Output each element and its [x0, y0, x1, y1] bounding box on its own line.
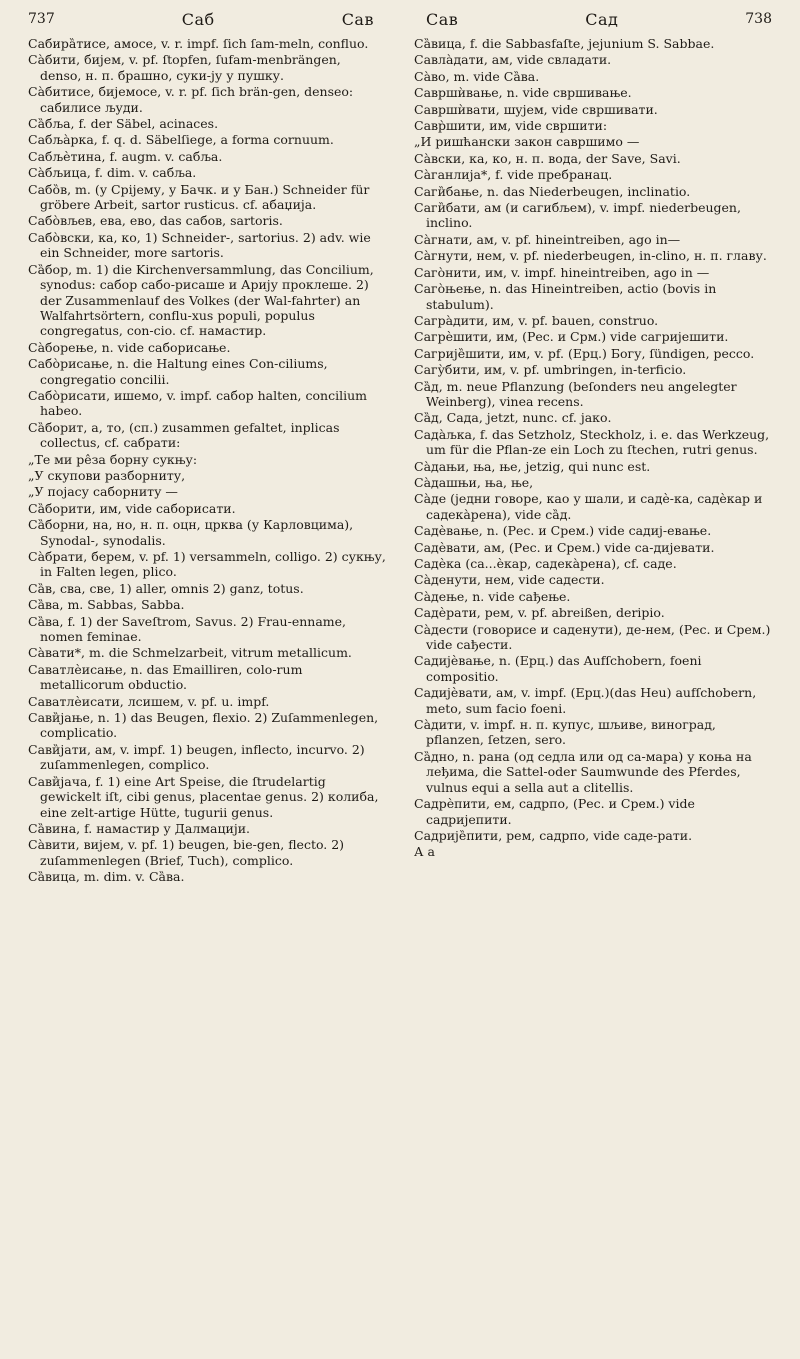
dictionary-entry: Сабо̀рисати, ишемо, v. impf. сабор halten, concilium habeo. — [28, 387, 367, 419]
dictionary-entry: Савр̀шити, им, vide свршити: — [414, 118, 608, 134]
dictionary-entry: Са̀борење, n. vide саборисање. — [28, 339, 231, 355]
dictionary-entry: Сабља̀рка, f. q. d. Säbelſiege, a forma cornuum. — [28, 132, 334, 148]
dictionary-entry: Саги̏бање, n. das Niederbeugen, inclinatio. — [414, 183, 691, 199]
dictionary-entry: Садијѐвање, n. (Ерц.) das Aufſchobern, foeni compositio. — [414, 653, 702, 684]
dictionary-entry: Са̏в, сва, све, 1) aller, omnis 2) ganz, totus. — [28, 580, 304, 596]
dictionary-entry: Сагрѐшити, им, (Рес. и Срм.) vide сагријешити. — [414, 329, 729, 345]
right-column — [400, 36, 772, 1351]
dictionary-entry: Са̀денути, нем, vide садести. — [414, 572, 605, 588]
dictionary-entry: Са̀брати, берем, v. pf. 1) versammeln, colligo. 2) сукњу, in Falten legen, plico. — [28, 549, 386, 580]
left-page-number: 737 — [28, 11, 55, 27]
dictionary-entry: Са̏бор, m. 1) die Kirchenversammlung, das Concilium, synodus: сабор сабо-рисаше и Арију проклеше. 2) der Zusammenlauf des Volkes (der Wal-fahrter) an Walfahrtsörtern, conflu-xus populi, populus congregatus, con-cio. cf. намастир. — [28, 261, 374, 339]
dictionary-entry: Сави̏јача, f. 1) eine Art Speise, die ſtrudelartig gewickelt iſt, cibi genus, placentae genus. 2) колиба, eine zelt-artige Hütte, tugurii genus. — [28, 773, 379, 820]
right-page-number: 738 — [745, 11, 772, 27]
dictionary-entry: Са̏вица, m. dim. v. Са̏ва. — [28, 869, 185, 885]
dictionary-entry: Са̏борит, а, то, (сп.) zusammen gefaltet, inplicas collectus, cf. сабрати: — [28, 419, 340, 451]
dictionary-entry: Са̀во, m. vide Са̏ва. — [414, 68, 540, 84]
dictionary-entry: Сагра̀дити, им, v. pf. bauen, construo. — [414, 312, 659, 328]
dictionary-entry: Сабира̏тисе, амосе, v. r. impf. ſich ſam-meln, confluo. — [28, 36, 369, 51]
right-guide-word-last: Сад — [585, 9, 619, 29]
dictionary-entry: „У појасу саборниту — — [28, 484, 178, 500]
left-column — [28, 36, 400, 1351]
dictionary-entry: Са̀вски, ка, ко, н. п. вода, der Save, Savi. — [414, 150, 681, 166]
dictionary-entry: Са̏вина, f. намастир у Далмацији. — [28, 820, 251, 836]
dictionary-entry: Са̏д, m. neue Pflanzung (beſonders neu angelegter Weinberg), vinea recens. — [414, 378, 737, 409]
dictionary-entry: Са̀гнути, нем, v. pf. niederbeugen, in-clino, н. п. главу. — [414, 248, 767, 264]
dictionary-entry: Саго̀њење, n. das Hineintreiben, actio (bovis in stabulum). — [414, 281, 717, 312]
dictionary-entry: Савршѝвати, шујем, vide свршивати. — [414, 101, 658, 117]
dictionary-entry: Сабо̀вљев, ева, ево, das сабов, sartoris. — [28, 213, 283, 229]
dictionary-entry: „Те ми ре̂за борну сукњу: — [28, 451, 198, 467]
dictionary-entry: Са̀дањи, ња, ње, jetzig, qui nunc est. — [414, 458, 651, 474]
dictionary-entry: Садѐка (са...ѐкар, садека̀рена), cf. саде. — [414, 556, 677, 571]
dictionary-entry: Саватлѐисати, лсишем, v. pf. u. impf. — [28, 693, 270, 709]
dictionary-entry: Са̏д, Сада, jetzt, nunc. cf. јако. — [414, 410, 612, 426]
dictionary-entry: Са̏борити, им, vide саборисати. — [28, 500, 236, 516]
dictionary-entry: Са̀гнати, ам, v. pf. hineintreiben, ago in— — [414, 231, 681, 247]
dictionary-entry: Сагрије̏шити, им, v. pf. (Ерц.) Богу, ſündigen, pecco. — [414, 345, 755, 361]
dictionary-entry: „И ришћански закон савршимо — — [414, 134, 640, 150]
dictionary-entry: Садѐвати, ам, (Рес. и Срем.) vide са-дијевати. — [414, 539, 715, 555]
dictionary-entry: Са̏бља, f. der Säbel, acinaces. — [28, 116, 219, 132]
dictionary-entry: Садрѐпити, ем, садрпо, (Рес. и Срем.) vide садријепити. — [414, 796, 695, 827]
dictionary-entry: Са̀дести (говорисе и саденути), де-нем, (Рес. и Срем.) vide сађести. — [414, 621, 771, 653]
dictionary-entry: Сабо̀рисање, n. die Haltung eines Con-ciliums, congregatio concilii. — [28, 356, 328, 387]
dictionary-entry: Сагу̀бити, им, v. pf. umbringen, in-terficio. — [414, 362, 687, 378]
page-header — [28, 6, 772, 32]
right-page-header — [400, 10, 772, 29]
dictionary-entry: Сабо̀вски, ка, ко, 1) Schneider-, sartorius. 2) adv. wie ein Schneider, more sartoris. — [28, 229, 371, 261]
dictionary-entry: Са̏вица, f. die Sabbasfaſte, jejunium S. Sabbae. — [414, 36, 715, 51]
dictionary-entry: Са̀дење, n. vide сађење. — [414, 588, 571, 604]
dictionary-entry: Са̏дно, n. рана (од седла или од са-мара) у коња на леђима, die Sattel-oder Saumwunde des Pferdes, vulnus equi a sella aut a clitellis. — [414, 748, 752, 795]
dictionary-entry: Сабо̏в, m. (у Срijему, у Бачк. и у Бан.) Schneider für gröbere Arbeit, sartor rusticus. cf. абаџија. — [28, 181, 370, 213]
dictionary-entry: Саги̏бати, ам (и сагибљем), v. impf. niederbeugen, inclino. — [414, 200, 741, 231]
left-guide-word-last: Сав — [341, 9, 374, 29]
dictionary-entry: Са̏борни, на, но, н. п. оцн, црква (у Карловцима), Synodal-, synodalis. — [28, 517, 354, 548]
dictionary-entry: Са̀вити, вијем, v. pf. 1) beugen, bie-gen, flecto. 2) zuſammenlegen (Brief, Tuch), complico. — [28, 837, 345, 868]
dictionary-entry: Са̏ва, f. 1) der Saveſtrom, Savus. 2) Frau-enname, nomen feminae. — [28, 613, 346, 645]
dictionary-entry: Са̀ганлија*, f. vide пребранац. — [414, 167, 613, 183]
dictionary-entry: Садѐрати, рем, v. pf. abreißen, deripio. — [414, 605, 665, 621]
dictionary-entry: „У скупови разборниту, — [28, 467, 186, 483]
left-guide-word-first: Саб — [181, 9, 215, 29]
dictionary-entry: Са̏ва, m. Sabbas, Sabba. — [28, 597, 185, 613]
dictionary-entry: А а — [414, 844, 435, 860]
right-guide-word-first: Сав — [426, 9, 459, 29]
dictionary-entry: Сави̏јати, ам, v. impf. 1) beugen, inflecto, incurvo. 2) zuſammenlegen, complico. — [28, 741, 365, 773]
dictionary-entry: Сада̀љка, f. das Setzholz, Steckholz, i. e. das Werkzeug, um für die Pflan-ze ein Loch zu ſtechen, rutri genus. — [414, 426, 770, 458]
dictionary-entry: Са̀битисе, бијемосе, v. r. pf. ſich brän-gen, denseo: сабилисе људи. — [28, 84, 354, 115]
dictionary-entry: Саго̀нити, им, v. impf. hineintreiben, ago in — — [414, 264, 710, 280]
dictionary-entry: Савла̀дати, ам, vide свладати. — [414, 52, 612, 68]
dictionary-entry: Са̀де (једни говоре, као у шали, и садѐ-ка, садѐкар и садека̀рена), vide са̏д. — [414, 491, 763, 522]
dictionary-entry: Садрије̏пити, рем, садрпо, vide саде-рати. — [414, 827, 693, 843]
entry-columns — [28, 36, 772, 1351]
dictionary-entry: Садијѐвати, ам, v. impf. (Ерц.)(das Heu) aufſchobern, meto, sum facio foeni. — [414, 685, 757, 716]
dictionary-entry: Сави̏јање, n. 1) das Beugen, flexio. 2) Zuſammenlegen, complicatio. — [28, 710, 379, 741]
dictionary-entry: Са̀дити, v. impf. н. п. купус, шљиве, виноград, pflanzen, ſetzen, sero. — [414, 717, 716, 748]
dictionary-entry: Са̀бити, бијем, v. pf. ſtopfen, ſufam-menbrängen, denso, н. п. брашно, суки-ју у пушку. — [28, 52, 341, 83]
dictionary-entry: Савршѝвање, n. vide свршивање. — [414, 85, 632, 101]
dictionary-entry: Сабљѐтина, f. augm. v. сабља. — [28, 148, 223, 164]
dictionary-entry: Саватлѐисање, n. das Emailliren, colo-rum metallicorum obductio. — [28, 661, 303, 693]
dictionary-entry: Са̀бљица, f. dim. v. сабља. — [28, 165, 197, 181]
left-page-header — [28, 10, 400, 29]
dictionary-entry: Са̀вати*, m. die Schmelzarbeit, vitrum metallicum. — [28, 645, 352, 661]
dictionary-entry: Са̀дашњи, ња, ње, — [414, 474, 534, 490]
dictionary-entry: Садѐвање, n. (Рес. и Срем.) vide садиј-евање. — [414, 523, 712, 539]
